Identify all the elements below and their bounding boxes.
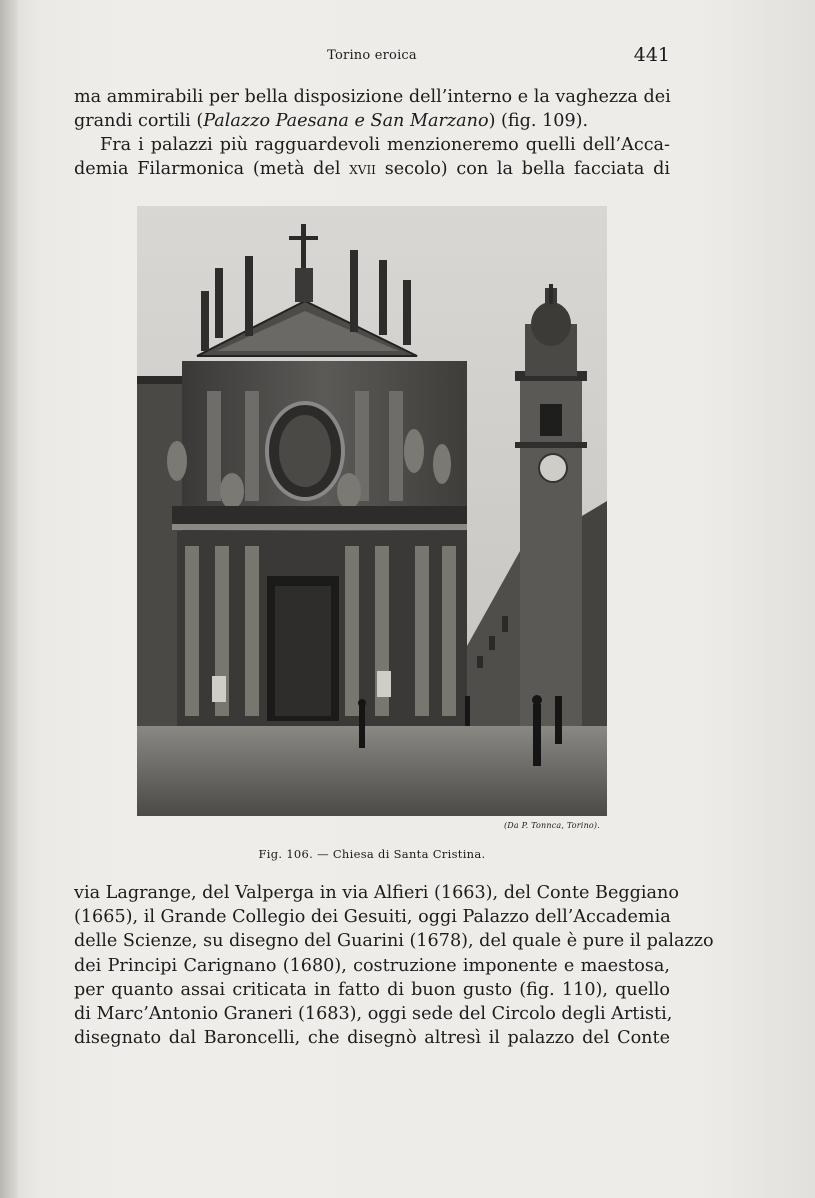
running-title: Torino eroica [327,48,417,63]
photo-credit: (Da P. Tonnca, Torino). [503,821,600,830]
text-line [74,109,670,133]
text-line: Fra i palazzi più ragguardevoli menzioneremo quelli dell’Acca- [100,135,670,155]
page-spine-shadow [0,0,18,1198]
text-run: ) (fig. 109). [488,111,589,131]
text-line: via Lagrange, del Valperga in via Alfieri (1663), del Conte Beggiano [74,883,679,903]
text-line: disegnato dal Baroncelli, che disegnò altresì il palazzo del Conte [74,1028,670,1049]
text-line: per quanto assai criticata in fatto di buon gusto (fig. 110), quello [74,979,670,1000]
text-line: delle Scienze, su disegno del Guarini (1678), del quale è pure il palazzo [74,931,714,952]
page-number: 441 [633,44,670,66]
page-header [74,44,670,68]
italic-run: Palazzo Paesana e San Marzano [203,111,489,131]
photo-illustration [137,206,607,816]
bottom-paragraph [74,881,714,1050]
text-run: grandi cortili ( [74,111,204,131]
text-line: ma ammirabili per bella disposizione dell’interno e la vaghezza dei [74,87,671,107]
text-line: di Marc’Antonio Graneri (1683), oggi sede del Circolo degli Artisti, [74,1004,673,1025]
text-run: secolo) con la bella facciata di [375,159,670,179]
smallcaps-run: xvii [349,159,376,179]
text-line: dei Principi Carignano (1680), costruzione imponente e maestosa, [74,955,670,976]
text-line: (1665), il Grande Collegio dei Gesuiti, oggi Palazzo dell’Accademia [74,907,671,928]
text-line [74,157,670,181]
church-photograph [137,206,607,816]
top-paragraph [74,85,670,181]
text-run: demia Filarmonica (metà del [74,159,350,179]
figure-caption: Fig. 106. — Chiesa di Santa Cristina. [258,847,486,861]
